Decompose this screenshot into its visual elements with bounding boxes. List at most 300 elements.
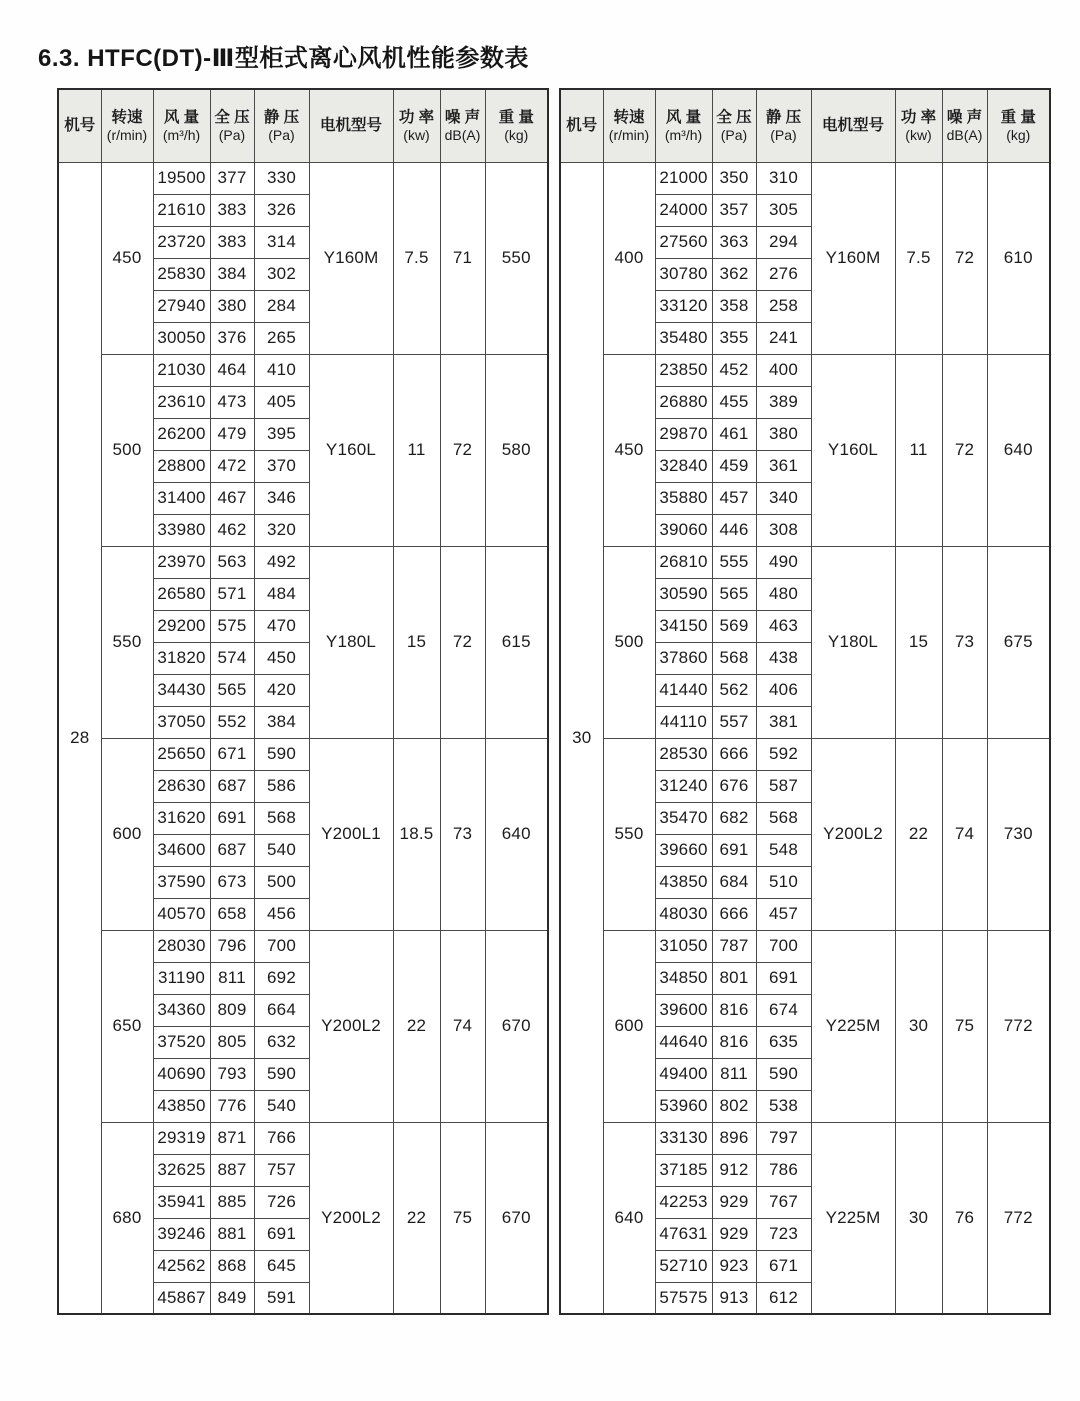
static-pressure-cell: 456 — [254, 898, 309, 930]
column-header-speed — [101, 89, 153, 162]
total-pressure-cell: 687 — [210, 770, 254, 802]
static-pressure-cell: 395 — [254, 418, 309, 450]
airflow-cell: 28530 — [655, 738, 712, 770]
airflow-cell: 37590 — [153, 866, 210, 898]
airflow-cell: 31240 — [655, 770, 712, 802]
column-label: 转速 — [613, 108, 645, 126]
table-row — [58, 546, 548, 578]
column-header-fan-size — [560, 89, 603, 162]
airflow-cell: 37185 — [655, 1154, 712, 1186]
airflow-cell: 23970 — [153, 546, 210, 578]
total-pressure-cell: 473 — [210, 386, 254, 418]
static-pressure-cell: 470 — [254, 610, 309, 642]
motor-cell: Y225M — [811, 1122, 895, 1314]
total-pressure-cell: 673 — [210, 866, 254, 898]
static-pressure-cell: 370 — [254, 450, 309, 482]
airflow-cell: 26580 — [153, 578, 210, 610]
total-pressure-cell: 377 — [210, 162, 254, 194]
column-label: 电机型号 — [319, 117, 382, 135]
table-row — [560, 738, 1050, 770]
static-pressure-cell: 586 — [254, 770, 309, 802]
power-cell: 11 — [393, 354, 440, 546]
total-pressure-cell: 350 — [712, 162, 756, 194]
airflow-cell: 24000 — [655, 194, 712, 226]
airflow-cell: 37050 — [153, 706, 210, 738]
airflow-cell: 31400 — [153, 482, 210, 514]
static-pressure-cell: 400 — [756, 354, 811, 386]
airflow-cell: 35941 — [153, 1186, 210, 1218]
airflow-cell: 35470 — [655, 802, 712, 834]
static-pressure-cell: 757 — [254, 1154, 309, 1186]
noise-cell: 75 — [942, 930, 987, 1122]
static-pressure-cell: 590 — [254, 738, 309, 770]
total-pressure-cell: 464 — [210, 354, 254, 386]
motor-cell: Y180L — [811, 546, 895, 738]
total-pressure-cell: 658 — [210, 898, 254, 930]
speed-cell: 400 — [603, 162, 655, 354]
static-pressure-cell: 340 — [756, 482, 811, 514]
airflow-cell: 49400 — [655, 1058, 712, 1090]
column-header-airflow — [153, 89, 210, 162]
total-pressure-cell: 568 — [712, 642, 756, 674]
column-header-total-pressure — [210, 89, 254, 162]
speed-cell: 640 — [603, 1122, 655, 1314]
static-pressure-cell: 797 — [756, 1122, 811, 1154]
column-unit: (r/min) — [106, 126, 148, 143]
column-unit: dB(A) — [444, 126, 481, 143]
airflow-cell: 21610 — [153, 194, 210, 226]
static-pressure-cell: 612 — [756, 1282, 811, 1314]
speed-cell: 450 — [101, 162, 153, 354]
airflow-cell: 37520 — [153, 1026, 210, 1058]
airflow-cell: 26810 — [655, 546, 712, 578]
power-cell: 15 — [895, 546, 942, 738]
static-pressure-cell: 492 — [254, 546, 309, 578]
static-pressure-cell: 450 — [254, 642, 309, 674]
total-pressure-cell: 357 — [712, 194, 756, 226]
weight-cell: 675 — [987, 546, 1050, 738]
total-pressure-cell: 671 — [210, 738, 254, 770]
noise-cell: 73 — [440, 738, 485, 930]
total-pressure-cell: 355 — [712, 322, 756, 354]
table-row — [560, 1122, 1050, 1154]
table-row — [560, 354, 1050, 386]
static-pressure-cell: 540 — [254, 1090, 309, 1122]
airflow-cell: 53960 — [655, 1090, 712, 1122]
power-cell: 7.5 — [393, 162, 440, 354]
airflow-cell: 29319 — [153, 1122, 210, 1154]
airflow-cell: 39246 — [153, 1218, 210, 1250]
static-pressure-cell: 258 — [756, 290, 811, 322]
column-unit: (kw) — [403, 126, 430, 143]
static-pressure-cell: 294 — [756, 226, 811, 258]
noise-cell: 75 — [440, 1122, 485, 1314]
static-pressure-cell: 590 — [756, 1058, 811, 1090]
noise-cell: 72 — [440, 354, 485, 546]
column-label: 全 压 — [214, 108, 250, 126]
column-label: 电机型号 — [821, 117, 884, 135]
static-pressure-cell: 438 — [756, 642, 811, 674]
total-pressure-cell: 682 — [712, 802, 756, 834]
total-pressure-cell: 565 — [210, 674, 254, 706]
column-header-weight — [987, 89, 1050, 162]
static-pressure-cell: 645 — [254, 1250, 309, 1282]
airflow-cell: 21000 — [655, 162, 712, 194]
weight-cell: 640 — [485, 738, 548, 930]
airflow-cell: 47631 — [655, 1218, 712, 1250]
airflow-cell: 33130 — [655, 1122, 712, 1154]
static-pressure-cell: 326 — [254, 194, 309, 226]
total-pressure-cell: 868 — [210, 1250, 254, 1282]
column-header-weight — [485, 89, 548, 162]
total-pressure-cell: 684 — [712, 866, 756, 898]
column-label: 噪 声 — [444, 108, 481, 126]
total-pressure-cell: 384 — [210, 258, 254, 290]
airflow-cell: 33120 — [655, 290, 712, 322]
static-pressure-cell: 308 — [756, 514, 811, 546]
total-pressure-cell: 816 — [712, 1026, 756, 1058]
airflow-cell: 37860 — [655, 642, 712, 674]
static-pressure-cell: 587 — [756, 770, 811, 802]
column-header-noise — [942, 89, 987, 162]
total-pressure-cell: 887 — [210, 1154, 254, 1186]
total-pressure-cell: 380 — [210, 290, 254, 322]
static-pressure-cell: 786 — [756, 1154, 811, 1186]
airflow-cell: 27560 — [655, 226, 712, 258]
airflow-cell: 52710 — [655, 1250, 712, 1282]
column-label: 机号 — [566, 117, 598, 135]
column-unit: (m³/h) — [664, 126, 703, 143]
airflow-cell: 44640 — [655, 1026, 712, 1058]
airflow-cell: 23610 — [153, 386, 210, 418]
static-pressure-cell: 490 — [756, 546, 811, 578]
total-pressure-cell: 676 — [712, 770, 756, 802]
static-pressure-cell: 265 — [254, 322, 309, 354]
static-pressure-cell: 381 — [756, 706, 811, 738]
power-cell: 30 — [895, 1122, 942, 1314]
airflow-cell: 40690 — [153, 1058, 210, 1090]
total-pressure-cell: 801 — [712, 962, 756, 994]
speed-cell: 600 — [603, 930, 655, 1122]
noise-cell: 72 — [942, 162, 987, 354]
airflow-cell: 19500 — [153, 162, 210, 194]
airflow-cell: 34600 — [153, 834, 210, 866]
total-pressure-cell: 929 — [712, 1218, 756, 1250]
column-header-airflow — [655, 89, 712, 162]
noise-cell: 72 — [440, 546, 485, 738]
column-label: 功 率 — [398, 108, 435, 126]
airflow-cell: 57575 — [655, 1282, 712, 1314]
weight-cell: 615 — [485, 546, 548, 738]
weight-cell: 772 — [987, 1122, 1050, 1314]
airflow-cell: 45867 — [153, 1282, 210, 1314]
column-label: 重 量 — [1000, 108, 1036, 126]
column-label: 风 量 — [665, 108, 702, 126]
airflow-cell: 31190 — [153, 962, 210, 994]
total-pressure-cell: 555 — [712, 546, 756, 578]
static-pressure-cell: 700 — [756, 930, 811, 962]
speed-cell: 450 — [603, 354, 655, 546]
static-pressure-cell: 346 — [254, 482, 309, 514]
fan-performance-table-right — [559, 88, 1051, 1315]
table-row — [58, 930, 548, 962]
weight-cell: 772 — [987, 930, 1050, 1122]
column-label: 噪 声 — [946, 108, 983, 126]
airflow-cell: 30050 — [153, 322, 210, 354]
airflow-cell: 42253 — [655, 1186, 712, 1218]
total-pressure-cell: 362 — [712, 258, 756, 290]
static-pressure-cell: 457 — [756, 898, 811, 930]
table-row — [58, 354, 548, 386]
weight-cell: 730 — [987, 738, 1050, 930]
airflow-cell: 41440 — [655, 674, 712, 706]
total-pressure-cell: 811 — [210, 962, 254, 994]
airflow-cell: 39660 — [655, 834, 712, 866]
airflow-cell: 34850 — [655, 962, 712, 994]
total-pressure-cell: 787 — [712, 930, 756, 962]
static-pressure-cell: 302 — [254, 258, 309, 290]
total-pressure-cell: 776 — [210, 1090, 254, 1122]
noise-cell: 74 — [440, 930, 485, 1122]
column-unit: dB(A) — [946, 126, 983, 143]
total-pressure-cell: 376 — [210, 322, 254, 354]
static-pressure-cell: 671 — [756, 1250, 811, 1282]
column-unit: (kg) — [504, 126, 529, 143]
column-label: 功 率 — [900, 108, 937, 126]
column-header-static-pressure — [756, 89, 811, 162]
total-pressure-cell: 575 — [210, 610, 254, 642]
static-pressure-cell: 305 — [756, 194, 811, 226]
static-pressure-cell: 405 — [254, 386, 309, 418]
column-header-fan-size — [58, 89, 101, 162]
total-pressure-cell: 563 — [210, 546, 254, 578]
column-header-speed — [603, 89, 655, 162]
static-pressure-cell: 406 — [756, 674, 811, 706]
column-header-power — [895, 89, 942, 162]
airflow-cell: 29200 — [153, 610, 210, 642]
noise-cell: 76 — [942, 1122, 987, 1314]
speed-cell: 500 — [101, 354, 153, 546]
airflow-cell: 23720 — [153, 226, 210, 258]
airflow-cell: 27940 — [153, 290, 210, 322]
airflow-cell: 23850 — [655, 354, 712, 386]
static-pressure-cell: 767 — [756, 1186, 811, 1218]
total-pressure-cell: 811 — [712, 1058, 756, 1090]
weight-cell: 580 — [485, 354, 548, 546]
column-header-motor-model — [811, 89, 895, 162]
airflow-cell: 39060 — [655, 514, 712, 546]
total-pressure-cell: 552 — [210, 706, 254, 738]
total-pressure-cell: 363 — [712, 226, 756, 258]
airflow-cell: 34430 — [153, 674, 210, 706]
total-pressure-cell: 358 — [712, 290, 756, 322]
airflow-cell: 34360 — [153, 994, 210, 1026]
motor-cell: Y160M — [309, 162, 393, 354]
column-unit: (Pa) — [770, 126, 797, 143]
total-pressure-cell: 913 — [712, 1282, 756, 1314]
total-pressure-cell: 802 — [712, 1090, 756, 1122]
static-pressure-cell: 591 — [254, 1282, 309, 1314]
speed-cell: 550 — [603, 738, 655, 930]
total-pressure-cell: 796 — [210, 930, 254, 962]
motor-cell: Y200L2 — [309, 1122, 393, 1314]
static-pressure-cell: 568 — [756, 802, 811, 834]
total-pressure-cell: 929 — [712, 1186, 756, 1218]
table-row — [58, 738, 548, 770]
total-pressure-cell: 793 — [210, 1058, 254, 1090]
noise-cell: 73 — [942, 546, 987, 738]
airflow-cell: 31050 — [655, 930, 712, 962]
power-cell: 18.5 — [393, 738, 440, 930]
table-row — [560, 162, 1050, 194]
airflow-cell: 43850 — [153, 1090, 210, 1122]
total-pressure-cell: 687 — [210, 834, 254, 866]
total-pressure-cell: 459 — [712, 450, 756, 482]
header-row — [58, 89, 548, 162]
power-cell: 22 — [895, 738, 942, 930]
static-pressure-cell: 568 — [254, 802, 309, 834]
static-pressure-cell: 361 — [756, 450, 811, 482]
total-pressure-cell: 383 — [210, 226, 254, 258]
total-pressure-cell: 912 — [712, 1154, 756, 1186]
table-row — [58, 1122, 548, 1154]
static-pressure-cell: 284 — [254, 290, 309, 322]
total-pressure-cell: 569 — [712, 610, 756, 642]
airflow-cell: 43850 — [655, 866, 712, 898]
static-pressure-cell: 691 — [756, 962, 811, 994]
table-row — [58, 162, 548, 194]
total-pressure-cell: 881 — [210, 1218, 254, 1250]
total-pressure-cell: 896 — [712, 1122, 756, 1154]
total-pressure-cell: 691 — [712, 834, 756, 866]
weight-cell: 670 — [485, 930, 548, 1122]
static-pressure-cell: 766 — [254, 1122, 309, 1154]
column-unit: (Pa) — [218, 126, 246, 143]
fan-performance-table-left — [57, 88, 549, 1315]
static-pressure-cell: 380 — [756, 418, 811, 450]
static-pressure-cell: 664 — [254, 994, 309, 1026]
total-pressure-cell: 452 — [712, 354, 756, 386]
static-pressure-cell: 548 — [756, 834, 811, 866]
airflow-cell: 35880 — [655, 482, 712, 514]
power-cell: 22 — [393, 930, 440, 1122]
power-cell: 22 — [393, 1122, 440, 1314]
total-pressure-cell: 467 — [210, 482, 254, 514]
column-unit: (kg) — [1006, 126, 1031, 143]
column-header-noise — [440, 89, 485, 162]
total-pressure-cell: 805 — [210, 1026, 254, 1058]
power-cell: 15 — [393, 546, 440, 738]
weight-cell: 610 — [987, 162, 1050, 354]
tables-container — [57, 88, 1051, 1315]
total-pressure-cell: 446 — [712, 514, 756, 546]
total-pressure-cell: 571 — [210, 578, 254, 610]
static-pressure-cell: 691 — [254, 1218, 309, 1250]
power-cell: 11 — [895, 354, 942, 546]
speed-cell: 680 — [101, 1122, 153, 1314]
static-pressure-cell: 540 — [254, 834, 309, 866]
column-label: 全 压 — [716, 108, 752, 126]
column-label: 静 压 — [263, 108, 300, 126]
total-pressure-cell: 455 — [712, 386, 756, 418]
static-pressure-cell: 632 — [254, 1026, 309, 1058]
airflow-cell: 29870 — [655, 418, 712, 450]
motor-cell: Y160L — [309, 354, 393, 546]
total-pressure-cell: 574 — [210, 642, 254, 674]
table-row — [560, 930, 1050, 962]
motor-cell: Y200L2 — [811, 738, 895, 930]
total-pressure-cell: 666 — [712, 738, 756, 770]
airflow-cell: 30780 — [655, 258, 712, 290]
total-pressure-cell: 461 — [712, 418, 756, 450]
static-pressure-cell: 330 — [254, 162, 309, 194]
column-header-motor-model — [309, 89, 393, 162]
total-pressure-cell: 562 — [712, 674, 756, 706]
noise-cell: 74 — [942, 738, 987, 930]
motor-cell: Y180L — [309, 546, 393, 738]
column-unit: (Pa) — [268, 126, 295, 143]
airflow-cell: 42562 — [153, 1250, 210, 1282]
total-pressure-cell: 565 — [712, 578, 756, 610]
airflow-cell: 21030 — [153, 354, 210, 386]
static-pressure-cell: 723 — [756, 1218, 811, 1250]
motor-cell: Y160M — [811, 162, 895, 354]
total-pressure-cell: 557 — [712, 706, 756, 738]
motor-cell: Y200L2 — [309, 930, 393, 1122]
airflow-cell: 32625 — [153, 1154, 210, 1186]
total-pressure-cell: 809 — [210, 994, 254, 1026]
speed-cell: 550 — [101, 546, 153, 738]
static-pressure-cell: 241 — [756, 322, 811, 354]
power-cell: 7.5 — [895, 162, 942, 354]
motor-cell: Y200L1 — [309, 738, 393, 930]
speed-cell: 500 — [603, 546, 655, 738]
airflow-cell: 28630 — [153, 770, 210, 802]
static-pressure-cell: 700 — [254, 930, 309, 962]
total-pressure-cell: 849 — [210, 1282, 254, 1314]
total-pressure-cell: 816 — [712, 994, 756, 1026]
static-pressure-cell: 635 — [756, 1026, 811, 1058]
column-label: 风 量 — [163, 108, 200, 126]
airflow-cell: 48030 — [655, 898, 712, 930]
speed-cell: 650 — [101, 930, 153, 1122]
airflow-cell: 32840 — [655, 450, 712, 482]
column-label: 转速 — [111, 108, 143, 126]
total-pressure-cell: 691 — [210, 802, 254, 834]
static-pressure-cell: 314 — [254, 226, 309, 258]
speed-cell: 600 — [101, 738, 153, 930]
table-row — [560, 546, 1050, 578]
column-label: 静 压 — [765, 108, 802, 126]
weight-cell: 670 — [485, 1122, 548, 1314]
airflow-cell: 25650 — [153, 738, 210, 770]
airflow-cell: 31620 — [153, 802, 210, 834]
static-pressure-cell: 320 — [254, 514, 309, 546]
airflow-cell: 26200 — [153, 418, 210, 450]
airflow-cell: 28030 — [153, 930, 210, 962]
static-pressure-cell: 420 — [254, 674, 309, 706]
airflow-cell: 30590 — [655, 578, 712, 610]
static-pressure-cell: 463 — [756, 610, 811, 642]
static-pressure-cell: 480 — [756, 578, 811, 610]
static-pressure-cell: 389 — [756, 386, 811, 418]
motor-cell: Y225M — [811, 930, 895, 1122]
total-pressure-cell: 885 — [210, 1186, 254, 1218]
motor-cell: Y160L — [811, 354, 895, 546]
airflow-cell: 39600 — [655, 994, 712, 1026]
static-pressure-cell: 590 — [254, 1058, 309, 1090]
weight-cell: 640 — [987, 354, 1050, 546]
